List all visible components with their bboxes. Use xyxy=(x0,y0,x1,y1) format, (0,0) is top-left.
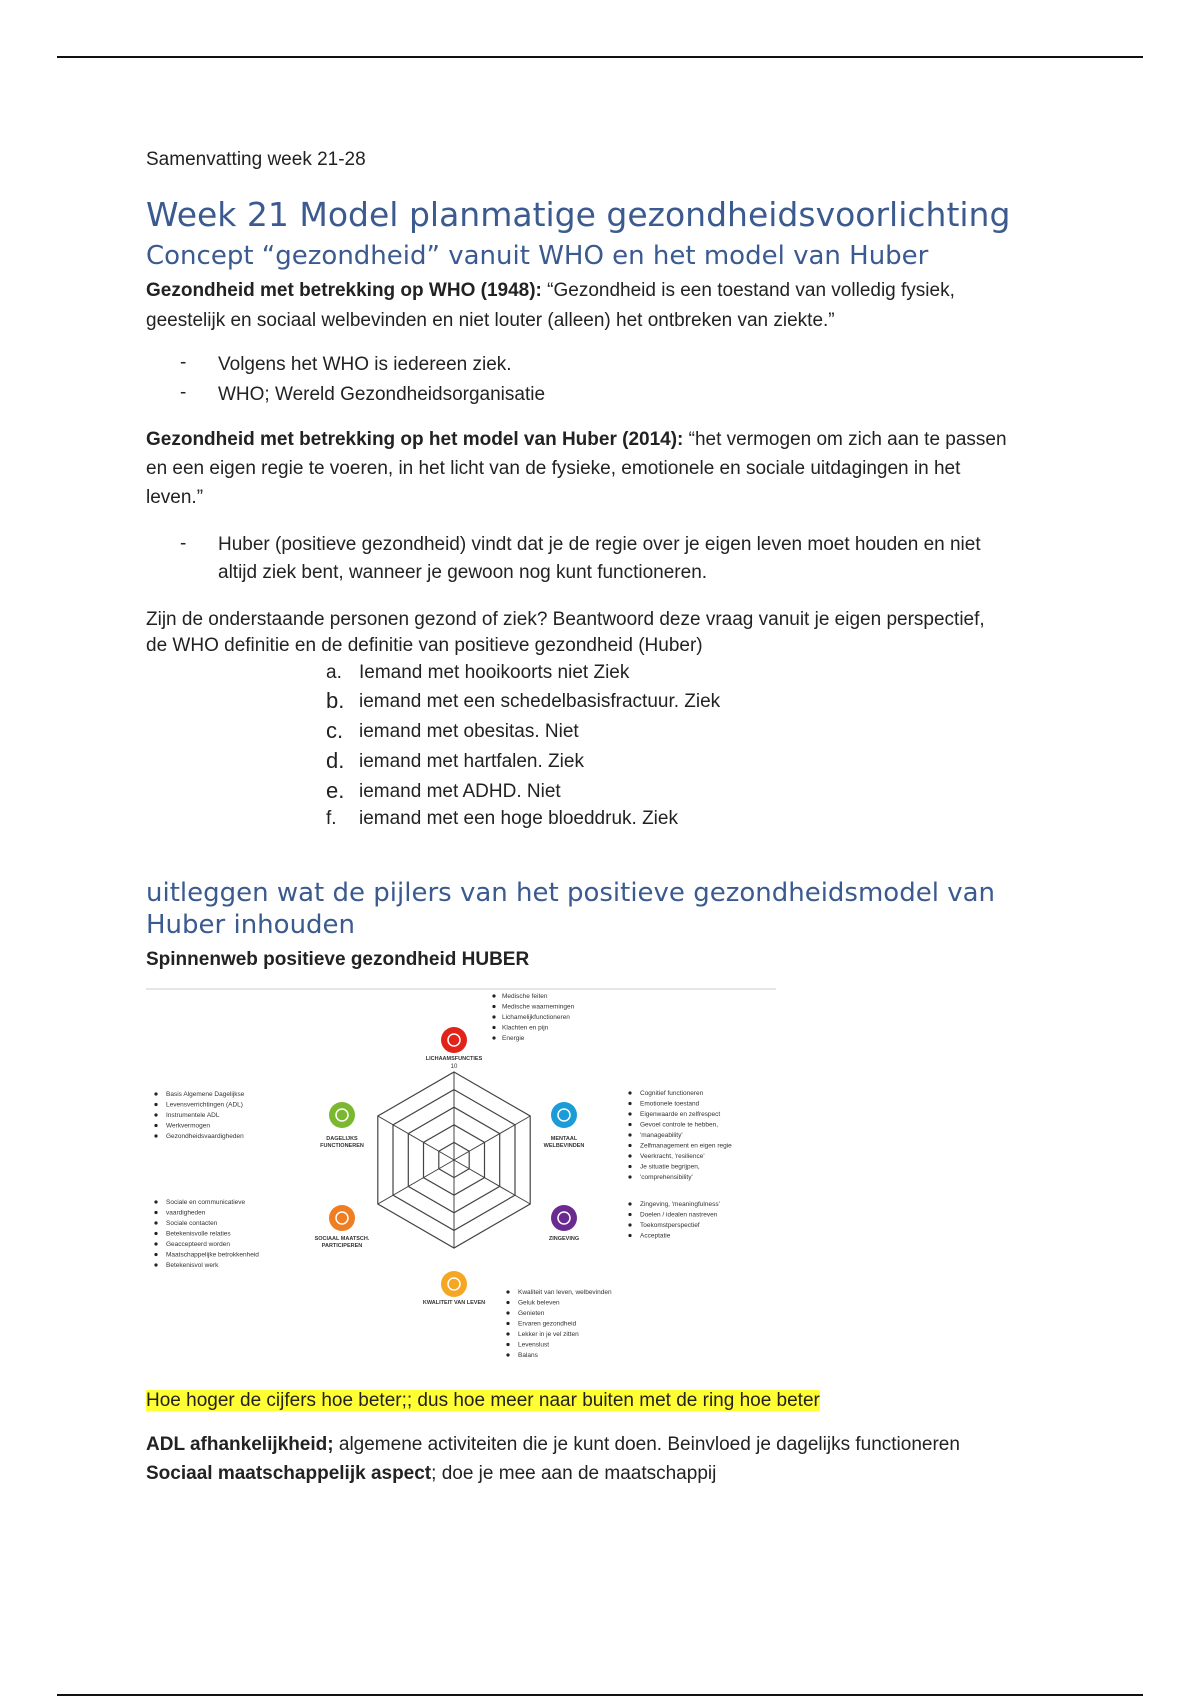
answer-text: iemand met een hoge bloeddruk. Ziek xyxy=(359,808,678,829)
web-spoke xyxy=(378,1116,454,1160)
list-bullet xyxy=(154,1124,157,1127)
highlighted-text: Hoe hoger de cijfers hoe beter;; dus hoe meer naar buiten met de ring hoe beter xyxy=(146,1390,820,1411)
section-heading-concept: Concept “gezondheid” vanuit WHO en het model van Huber xyxy=(146,241,929,271)
pillar-item: Emotionele toestand xyxy=(640,1100,700,1108)
spider-web-label: Spinnenweb positieve gezondheid HUBER xyxy=(146,949,530,970)
pillar-item: Eigenwaarde en zelfrespect xyxy=(640,1111,721,1118)
list-bullet xyxy=(154,1200,157,1203)
list-bullet xyxy=(492,1026,495,1029)
list-bullet xyxy=(492,994,495,997)
pillar-item: Kwaliteit van leven, welbevinden xyxy=(518,1289,612,1296)
huber-definition-line1 xyxy=(146,425,1007,454)
pillar-item: Je situatie begrijpen, xyxy=(640,1163,700,1171)
pillar-item: Lichamelijkfunctioneren xyxy=(502,1014,570,1021)
page-top-rule xyxy=(57,56,1143,58)
pillar-item: Klachten en pijn xyxy=(502,1024,549,1032)
pillar-item: Zingeving, 'meaningfulness' xyxy=(640,1201,720,1208)
pillar-label: KWALITEIT VAN LEVEN xyxy=(422,1300,486,1306)
pillar-label: SOCIAAL MAATSCH. xyxy=(314,1236,370,1242)
list-bullet xyxy=(628,1154,631,1157)
huber-bullet-line1: Huber (positieve gezondheid) vindt dat je de regie over je eigen leven moet houden en niet xyxy=(218,534,981,555)
list-bullet xyxy=(628,1133,631,1136)
pillar-item: Energie xyxy=(502,1035,525,1042)
pillar-label: DAGELIJKS xyxy=(326,1136,358,1142)
pillar-item: 'manageability' xyxy=(640,1132,683,1139)
pillar-icon xyxy=(329,1205,355,1231)
section-heading-pillars-line1: uitleggen wat de pijlers van het positieve gezondheidsmodel van xyxy=(146,878,995,908)
who-definition-line1 xyxy=(146,276,955,305)
scale-label-top: 10 xyxy=(450,1064,458,1070)
web-spoke xyxy=(454,1116,530,1160)
huber-quote-line3: leven.” xyxy=(146,487,204,508)
list-bullet xyxy=(506,1353,509,1356)
list-bullet xyxy=(154,1253,157,1256)
section-heading-pillars-line2: Huber inhouden xyxy=(146,910,356,940)
list-bullet xyxy=(492,1015,495,1018)
adl-label: ADL afhankelijkheid; xyxy=(146,1434,334,1455)
pillar-item: Gevoel controle te hebben, xyxy=(640,1121,719,1129)
who-quote-line2: geestelijk en sociaal welbevinden en niet louter (alleen) het ontbreken van ziekte.” xyxy=(146,310,835,331)
page-title: Week 21 Model planmatige gezondheidsvoorlichting xyxy=(146,195,1011,234)
answer-marker: b. xyxy=(326,688,345,713)
who-bullet-1: Volgens het WHO is iedereen ziek. xyxy=(218,354,512,375)
document-subtitle: Samenvatting week 21-28 xyxy=(146,149,366,170)
pillar-item: Veerkracht, 'resilience' xyxy=(640,1153,705,1160)
huber-bullet-line2: altijd ziek bent, wanneer je gewoon nog kunt functioneren. xyxy=(218,562,708,583)
pillar-icon xyxy=(329,1102,355,1128)
pillar-item: Betekenisvol werk xyxy=(166,1262,219,1269)
list-bullet xyxy=(628,1223,631,1226)
list-bullet xyxy=(492,1005,495,1008)
list-bullet xyxy=(154,1232,157,1235)
answer-text: Iemand met hooikoorts niet Ziek xyxy=(359,662,630,683)
highlight-note xyxy=(146,1386,820,1415)
list-bullet xyxy=(628,1234,631,1237)
bullet-dash: - xyxy=(180,533,187,554)
list-bullet xyxy=(506,1290,509,1293)
pillar-item: Cognitief functioneren xyxy=(640,1090,704,1097)
pillar-item: Levensverrichtingen (ADL) xyxy=(166,1101,243,1109)
pillar-item: Zelfmanagement en eigen regie xyxy=(640,1142,732,1150)
list-bullet xyxy=(506,1301,509,1304)
who-definition-label: Gezondheid met betrekking op WHO (1948): xyxy=(146,280,542,301)
adl-line xyxy=(146,1430,960,1459)
web-spoke xyxy=(454,1160,530,1204)
list-bullet xyxy=(628,1144,631,1147)
pillar-label: ZINGEVING xyxy=(548,1236,580,1242)
social-label: Sociaal maatschappelijk aspect xyxy=(146,1463,432,1484)
question-line2: de WHO definitie en de definitie van positieve gezondheid (Huber) xyxy=(146,635,703,656)
list-bullet xyxy=(628,1213,631,1216)
pillar-label: LICHAAMSFUNCTIES xyxy=(425,1056,483,1062)
list-bullet xyxy=(506,1322,509,1325)
pillar-icon xyxy=(551,1205,577,1231)
pillar-item: Sociale en communicatieve xyxy=(166,1199,246,1206)
pillar-item: Betekenisvolle relaties xyxy=(166,1230,231,1238)
list-bullet xyxy=(506,1332,509,1335)
pillar-item: Medische feiten xyxy=(502,993,548,1000)
who-bullet-2: WHO; Wereld Gezondheidsorganisatie xyxy=(218,384,546,405)
bullet-dash: - xyxy=(180,382,187,403)
huber-quote-line1: “het vermogen om zich aan te passen xyxy=(683,429,1007,450)
social-line xyxy=(146,1459,716,1488)
answer-marker: a. xyxy=(326,662,342,683)
answer-marker: c. xyxy=(326,718,344,743)
list-bullet xyxy=(628,1165,631,1168)
list-bullet xyxy=(154,1221,157,1224)
pillar-item: Geluk beleven xyxy=(518,1299,560,1307)
adl-text: algemene activiteiten die je kunt doen. Beinvloed je dagelijks functioneren xyxy=(333,1434,960,1455)
answer-marker: f. xyxy=(326,808,337,829)
list-bullet xyxy=(154,1134,157,1137)
list-bullet xyxy=(154,1113,157,1116)
list-bullet xyxy=(154,1242,157,1245)
page-bottom-rule xyxy=(57,1694,1143,1696)
list-bullet xyxy=(506,1311,509,1314)
pillar-item: Levenslust xyxy=(518,1341,550,1349)
list-bullet xyxy=(628,1175,631,1178)
list-bullet xyxy=(506,1343,509,1346)
pillar-label: FUNCTIONEREN xyxy=(320,1143,364,1149)
pillar-item: Ervaren gezondheid xyxy=(518,1320,577,1328)
list-bullet xyxy=(628,1102,631,1105)
list-bullet xyxy=(154,1263,157,1266)
answer-text: iemand met een schedelbasisfractuur. Ziek xyxy=(359,691,721,712)
pillar-item: Gezondheidsvaardigheden xyxy=(166,1133,244,1140)
answer-text: iemand met hartfalen. Ziek xyxy=(359,751,584,772)
answer-marker: d. xyxy=(326,748,345,773)
pillar-icon xyxy=(441,1271,467,1297)
list-bullet xyxy=(154,1211,157,1214)
list-bullet xyxy=(154,1103,157,1106)
pillar-item: Werkvermogen xyxy=(166,1122,210,1130)
pillar-item: Basis Algemene Dagelijkse xyxy=(166,1091,245,1098)
huber-spider-web-diagram xyxy=(146,988,776,1368)
pillar-label: MENTAAL xyxy=(550,1136,578,1142)
pillar-icon xyxy=(551,1102,577,1128)
list-bullet xyxy=(628,1202,631,1205)
huber-quote-line2: en een eigen regie te voeren, in het licht van de fysieke, emotionele en sociale uitdagingen in het xyxy=(146,458,961,479)
list-bullet xyxy=(628,1123,631,1126)
pillar-item: Toekomstperspectief xyxy=(640,1222,700,1229)
pillar-item: vaardigheden xyxy=(166,1209,206,1217)
pillar-item: Balans xyxy=(518,1352,538,1359)
pillar-item: Acceptatie xyxy=(640,1232,671,1240)
pillar-label: PARTICIPEREN xyxy=(321,1243,363,1249)
list-bullet xyxy=(154,1092,157,1095)
pillar-item: Medische waarnemingen xyxy=(502,1003,575,1011)
list-bullet xyxy=(628,1112,631,1115)
pillar-item: Instrumentele ADL xyxy=(166,1112,220,1119)
answer-text: iemand met obesitas. Niet xyxy=(359,721,579,742)
pillar-item: 'comprehensibility' xyxy=(640,1174,693,1181)
pillar-icon xyxy=(441,1027,467,1053)
answer-marker: e. xyxy=(326,778,345,803)
web-spoke xyxy=(378,1160,454,1204)
who-quote-line1: “Gezondheid is een toestand van volledig fysiek, xyxy=(541,280,955,301)
pillar-label: WELBEVINDEN xyxy=(543,1143,585,1149)
answer-text: iemand met ADHD. Niet xyxy=(359,781,561,802)
pillar-item: Maatschappelijke betrokkenheid xyxy=(166,1251,259,1259)
social-text: ; doe je mee aan de maatschappij xyxy=(431,1463,717,1484)
pillar-item: Geaccepteerd worden xyxy=(166,1241,230,1248)
pillar-item: Genieten xyxy=(518,1310,545,1317)
pillar-item: Lekker in je vel zitten xyxy=(518,1331,579,1338)
pillar-item: Sociale contacten xyxy=(166,1220,218,1227)
huber-definition-label: Gezondheid met betrekking op het model van Huber (2014): xyxy=(146,429,684,450)
bullet-dash: - xyxy=(180,352,187,373)
pillar-item: Doelen / idealen nastreven xyxy=(640,1211,718,1219)
spider-web-svg xyxy=(146,988,776,1368)
list-bullet xyxy=(628,1091,631,1094)
question-line1: Zijn de onderstaande personen gezond of ziek? Beantwoord deze vraag vanuit je eigen perspectief, xyxy=(146,609,985,630)
list-bullet xyxy=(492,1036,495,1039)
